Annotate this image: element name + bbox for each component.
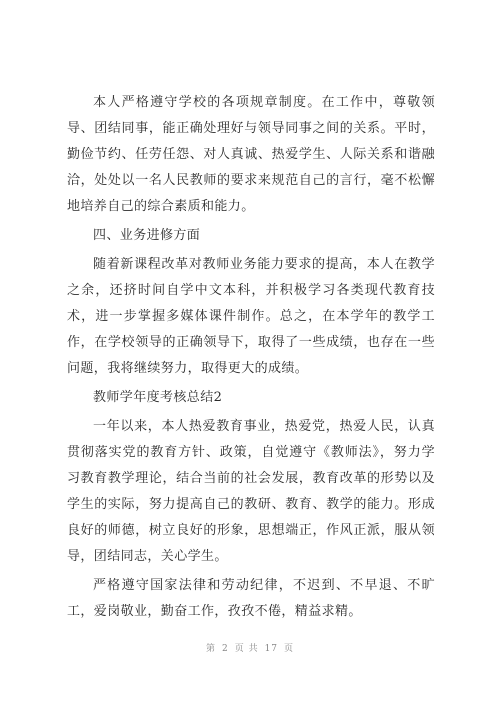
footer-prefix: 第 [205, 644, 216, 654]
paragraph-study: 随着新课程改革对教师业务能力要求的提高，本人在教学之余，还挤时间自学中文本科，并积极学习各类现代教育技术，进一步掌握多媒体课件制作。总之，在本学年的教学工作，在学校领导的正确领导下，取得了一些成绩，也存在一些问题，我将继续努力，取得更大的成绩。 [67, 257, 435, 376]
paragraph-conduct: 本人严格遵守学校的各项规章制度。在工作中，尊敬领导、团结同事，能正确处理好与领导同事之间的关系。平时，勤俭节约、任劳任怨、对人真诚、热爱学生、人际关系和谐融洽，处处以一名人民教师的要求来规范自己的言行，毫不松懈地培养自己的综合素质和能力。 [67, 95, 435, 214]
section-heading-study: 四、业务进修方面 [93, 228, 201, 243]
page-footer [0, 641, 500, 654]
paragraph-dedication: 一年以来，本人热爱教育事业，热爱党，热爱人民，认真贯彻落实党的教育方针、政策，自觉遵守《教师法》，努力学习教育教学理论，结合当前的社会发展，教育改革的形势以及学生的实际，努力提高自己的教研、教育、教学的能力。形成良好的师德，树立良好的形象，思想端正，作风正派，服从领导，团结同志，关心学生。 [67, 419, 435, 564]
footer-mid: 页 共 [234, 644, 259, 654]
document-body [67, 90, 435, 625]
footer-current-page: 2 [221, 644, 229, 654]
paragraph-discipline: 严格遵守国家法律和劳动纪律，不迟到、不早退、不旷工，爱岗敬业，勤奋工作，孜孜不倦，精益求精。 [67, 578, 435, 619]
section-heading-summary-2: 教师学年度考核总结2 [93, 390, 223, 405]
footer-total-pages: 17 [264, 644, 279, 654]
footer-suffix: 页 [284, 644, 295, 654]
